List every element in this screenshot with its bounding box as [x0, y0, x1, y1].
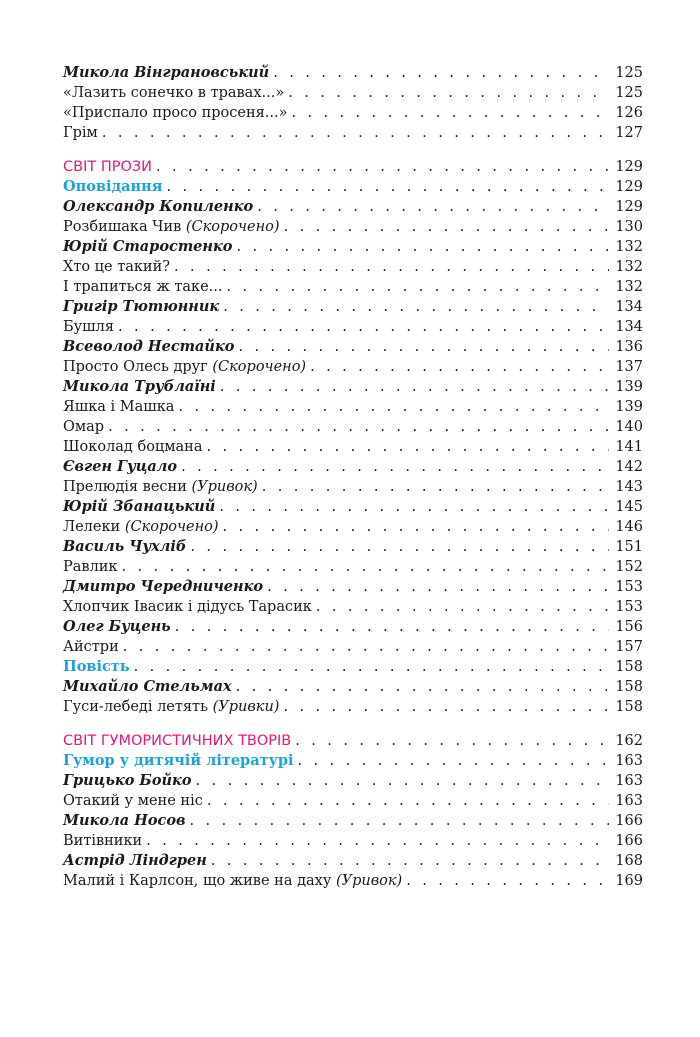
toc-entry-title [63, 771, 192, 791]
toc-entry-page: 130 [615, 219, 643, 235]
toc-entry-title-text: Григір Тютюнник [63, 298, 220, 315]
toc-entry-title [63, 377, 216, 397]
dot-leader [262, 477, 609, 497]
toc-entry-title-text: Астрід Ліндгрен [63, 852, 207, 869]
toc-entry-note: (Скорочено) [185, 219, 280, 235]
toc-entry-title-text: Отакий у мене ніс [63, 793, 203, 809]
toc-entry-title [63, 497, 215, 517]
toc-entry-page: 129 [615, 159, 643, 175]
toc-entry-work[interactable] [63, 697, 643, 717]
dot-leader [156, 157, 609, 177]
toc-entry-author[interactable] [63, 617, 643, 637]
toc-entry-title [63, 437, 202, 457]
toc-entry-author[interactable] [63, 63, 643, 83]
toc-entry-page: 127 [615, 125, 643, 141]
toc-entry-title-text: Просто Олесь друг [63, 359, 208, 375]
toc-entry-title-text: Хлопчик Івасик і дідусь Тарасик [63, 599, 312, 615]
toc-entry-page: 157 [615, 639, 643, 655]
toc-entry-title [63, 851, 207, 871]
toc-entry-title [63, 657, 130, 677]
toc-entry-title [63, 597, 312, 617]
toc-entry-title [63, 337, 234, 357]
toc-entry-title-text: Грицько Бойко [63, 772, 192, 789]
toc-entry-author[interactable] [63, 811, 643, 831]
dot-leader [295, 731, 609, 751]
dot-leader [288, 83, 609, 103]
dot-leader [134, 657, 609, 677]
dot-leader [236, 237, 609, 257]
toc-entry-page: 126 [615, 105, 643, 121]
dot-leader [102, 123, 609, 143]
toc-entry-author[interactable] [63, 577, 643, 597]
toc-entry-section[interactable] [63, 157, 643, 177]
dot-leader [267, 577, 609, 597]
dot-leader [206, 437, 609, 457]
dot-leader [257, 197, 609, 217]
dot-leader [238, 337, 609, 357]
dot-leader [174, 257, 609, 277]
toc-entry-title [63, 157, 152, 177]
toc-entry-work[interactable] [63, 217, 643, 237]
toc-entry-title [63, 697, 279, 717]
toc-entry-title [63, 517, 219, 537]
toc-entry-page: 158 [615, 679, 643, 695]
toc-entry-note: (Скорочено) [212, 359, 307, 375]
toc-entry-title-text: Омар [63, 419, 105, 435]
toc-entry-page: 134 [615, 319, 643, 335]
dot-leader [227, 277, 610, 297]
toc-entry-page: 163 [615, 753, 643, 769]
toc-entry-title [63, 617, 171, 637]
toc-entry-subsection[interactable] [63, 751, 643, 771]
toc-entry-page: 163 [615, 773, 643, 789]
toc-entry-title [63, 237, 232, 257]
toc-entry-title-text: «Лазить сонечко в травах...» [63, 85, 285, 101]
toc-entry-title-text: Михайло Стельмах [63, 678, 232, 695]
toc-entry-title [63, 277, 223, 297]
toc-entry-title [63, 831, 142, 851]
toc-entry-title-text: Лелеки [63, 519, 121, 535]
toc-entry-page: 132 [615, 279, 643, 295]
toc-entry-title-text: Айстри [63, 639, 119, 655]
toc-entry-subsection[interactable] [63, 177, 643, 197]
toc-entry-title [63, 751, 294, 771]
toc-entry-author[interactable] [63, 197, 643, 217]
toc-entry-page: 141 [615, 439, 643, 455]
toc-entry-title-text: Бушля [63, 319, 115, 335]
dot-leader [273, 63, 609, 83]
toc-entry-title-text: СВІТ ГУМОРИСТИЧНИХ ТВОРІВ [63, 733, 292, 749]
toc-entry-title [63, 357, 306, 377]
toc-entry-title-text: Василь Чухліб [63, 538, 187, 555]
toc-entry-work[interactable] [63, 791, 643, 811]
toc-entry-title [63, 477, 258, 497]
dot-leader [190, 537, 609, 557]
toc-entry-page: 152 [615, 559, 643, 575]
dot-leader [211, 851, 609, 871]
toc-entry-page: 140 [615, 419, 643, 435]
toc-entry-page: 125 [615, 85, 643, 101]
toc-entry-page: 132 [615, 259, 643, 275]
toc-entry-title-text: Гумор у дитячій літературі [63, 752, 294, 769]
toc-entry-page: 132 [615, 239, 643, 255]
toc-entry-work[interactable] [63, 557, 643, 577]
toc-entry-title-text: Шоколад боцмана [63, 439, 203, 455]
toc-entry-title [63, 63, 269, 83]
dot-leader [406, 871, 609, 891]
toc-entry-page: 129 [615, 179, 643, 195]
toc-entry-page: 134 [615, 299, 643, 315]
toc-entry-title [63, 123, 98, 143]
toc-entry-title [63, 297, 219, 317]
toc-entry-note: (Уривки) [212, 699, 280, 715]
toc-entry-title-text: Прелюдія весни [63, 479, 187, 495]
dot-leader [175, 617, 609, 637]
dot-leader [223, 517, 609, 537]
toc-entry-title [63, 537, 186, 557]
toc-entry-page: 143 [615, 479, 643, 495]
toc-entry-author[interactable] [63, 457, 643, 477]
toc-entry-page: 166 [615, 813, 643, 829]
toc-entry-title [63, 637, 119, 657]
toc-entry-title-text: Повість [63, 658, 130, 675]
toc-entry-title [63, 731, 291, 751]
dot-leader [190, 811, 609, 831]
toc-entry-title-text: Хто це такий? [63, 259, 171, 275]
toc-entry-title-text: Микола Носов [63, 812, 186, 829]
dot-leader [181, 457, 609, 477]
toc-entry-page: 169 [615, 873, 643, 889]
dot-leader [167, 177, 610, 197]
toc-entry-title-text: Грім [63, 125, 98, 141]
toc-entry-title [63, 257, 170, 277]
toc-entry-page: 136 [615, 339, 643, 355]
toc-entry-page: 137 [615, 359, 643, 375]
toc-entry-title-text: Євген Гуцало [63, 458, 178, 475]
toc-entry-title [63, 677, 232, 697]
toc-entry-page: 129 [615, 199, 643, 215]
toc-entry-page: 151 [615, 539, 643, 555]
dot-leader [298, 751, 609, 771]
toc-entry-title-text: Микола Вінграновський [63, 64, 270, 81]
toc-entry-note: (Уривок) [335, 873, 403, 889]
dot-leader [178, 397, 609, 417]
toc-entry-author[interactable] [63, 297, 643, 317]
toc-entry-work[interactable] [63, 437, 643, 457]
toc-entry-page: 166 [615, 833, 643, 849]
toc-entry-title-text: «Приспало просо просеня...» [63, 105, 288, 121]
toc-entry-author[interactable] [63, 677, 643, 697]
dot-leader [284, 217, 609, 237]
toc-entry-author[interactable] [63, 497, 643, 517]
toc-entry-page: 139 [615, 399, 643, 415]
toc-entry-title [63, 397, 174, 417]
toc-entry-title [63, 791, 203, 811]
toc-entry-page: 145 [615, 499, 643, 515]
toc-entry-page: 158 [615, 699, 643, 715]
toc-entry-title-text: Равлик [63, 559, 118, 575]
toc-entry-page: 163 [615, 793, 643, 809]
toc-entry-page: 146 [615, 519, 643, 535]
toc-entry-title-text: Оповідання [63, 178, 163, 195]
toc-entry-work[interactable] [63, 123, 643, 143]
toc-entry-page: 142 [615, 459, 643, 475]
dot-leader [207, 791, 609, 811]
toc-entry-author[interactable] [63, 337, 643, 357]
toc-entry-title [63, 103, 287, 123]
toc-entry-title-text: СВІТ ПРОЗИ [63, 159, 153, 175]
toc-entry-title-text: Розбишака Чив [63, 219, 182, 235]
toc-entry-note: (Скорочено) [124, 519, 219, 535]
toc-entry-work[interactable] [63, 417, 643, 437]
toc-entry-page: 168 [615, 853, 643, 869]
toc-entry-title [63, 871, 402, 891]
toc-entry-author[interactable] [63, 771, 643, 791]
toc-entry-title-text: Малий і Карлсон, що живе на даху [63, 873, 332, 889]
dot-leader [283, 697, 609, 717]
toc-entry-page: 156 [615, 619, 643, 635]
toc-entry-work[interactable] [63, 831, 643, 851]
toc-entry-section[interactable] [63, 731, 643, 751]
toc-entry-note: (Уривок) [191, 479, 258, 495]
dot-leader [118, 317, 609, 337]
toc-entry-author[interactable] [63, 377, 643, 397]
toc-entry-subsection[interactable] [63, 657, 643, 677]
toc-entry-work[interactable] [63, 597, 643, 617]
toc-entry-title-text: Яшка і Машка [63, 399, 175, 415]
toc-entry-work[interactable] [63, 257, 643, 277]
toc-entry-title-text: Всеволод Нестайко [63, 338, 235, 355]
toc-entry-author[interactable] [63, 237, 643, 257]
dot-leader [236, 677, 609, 697]
toc-entry-work[interactable] [63, 477, 643, 497]
dot-leader [223, 297, 609, 317]
toc-entry-title-text: Олександр Копиленко [63, 198, 254, 215]
toc-entry-page: 153 [615, 579, 643, 595]
toc-entry-title-text: Микола Трублаїні [63, 378, 216, 395]
dot-leader [108, 417, 609, 437]
toc-entry-title [63, 177, 163, 197]
toc-entry-work[interactable] [63, 397, 643, 417]
toc-entry-page: 158 [615, 659, 643, 675]
toc-entry-title [63, 83, 284, 103]
dot-leader [146, 831, 609, 851]
toc-entry-title-text: Олег Буцень [63, 618, 171, 635]
dot-leader [310, 357, 609, 377]
toc-entry-title-text: І трапиться ж таке... [63, 279, 223, 295]
toc-entry-work[interactable] [63, 317, 643, 337]
toc-entry-title [63, 417, 104, 437]
table-of-contents [63, 63, 643, 891]
toc-entry-title [63, 557, 118, 577]
dot-leader [219, 497, 609, 517]
toc-entry-title [63, 577, 263, 597]
toc-entry-work[interactable] [63, 83, 643, 103]
toc-entry-title [63, 217, 280, 237]
toc-entry-title-text: Витівники [63, 833, 143, 849]
toc-entry-work[interactable] [63, 517, 643, 537]
toc-entry-work[interactable] [63, 871, 643, 891]
dot-leader [122, 557, 609, 577]
dot-leader [196, 771, 609, 791]
toc-entry-work[interactable] [63, 103, 643, 123]
toc-entry-work[interactable] [63, 277, 643, 297]
toc-entry-title-text: Гуси-лебеді летять [63, 699, 208, 715]
toc-entry-title [63, 811, 186, 831]
toc-entry-page: 153 [615, 599, 643, 615]
toc-entry-work[interactable] [63, 357, 643, 377]
dot-leader [316, 597, 609, 617]
toc-entry-page: 125 [615, 65, 643, 81]
toc-entry-title [63, 317, 114, 337]
toc-entry-author[interactable] [63, 851, 643, 871]
dot-leader [291, 103, 609, 123]
toc-entry-page: 162 [615, 733, 643, 749]
toc-entry-title [63, 197, 253, 217]
dot-leader [220, 377, 609, 397]
toc-entry-title [63, 457, 177, 477]
toc-entry-title-text: Юрій Старостенко [63, 238, 233, 255]
dot-leader [123, 637, 609, 657]
toc-entry-page: 139 [615, 379, 643, 395]
toc-entry-title-text: Юрій Збанацький [63, 498, 216, 515]
toc-entry-author[interactable] [63, 537, 643, 557]
toc-entry-title-text: Дмитро Чередниченко [63, 578, 264, 595]
toc-entry-work[interactable] [63, 637, 643, 657]
